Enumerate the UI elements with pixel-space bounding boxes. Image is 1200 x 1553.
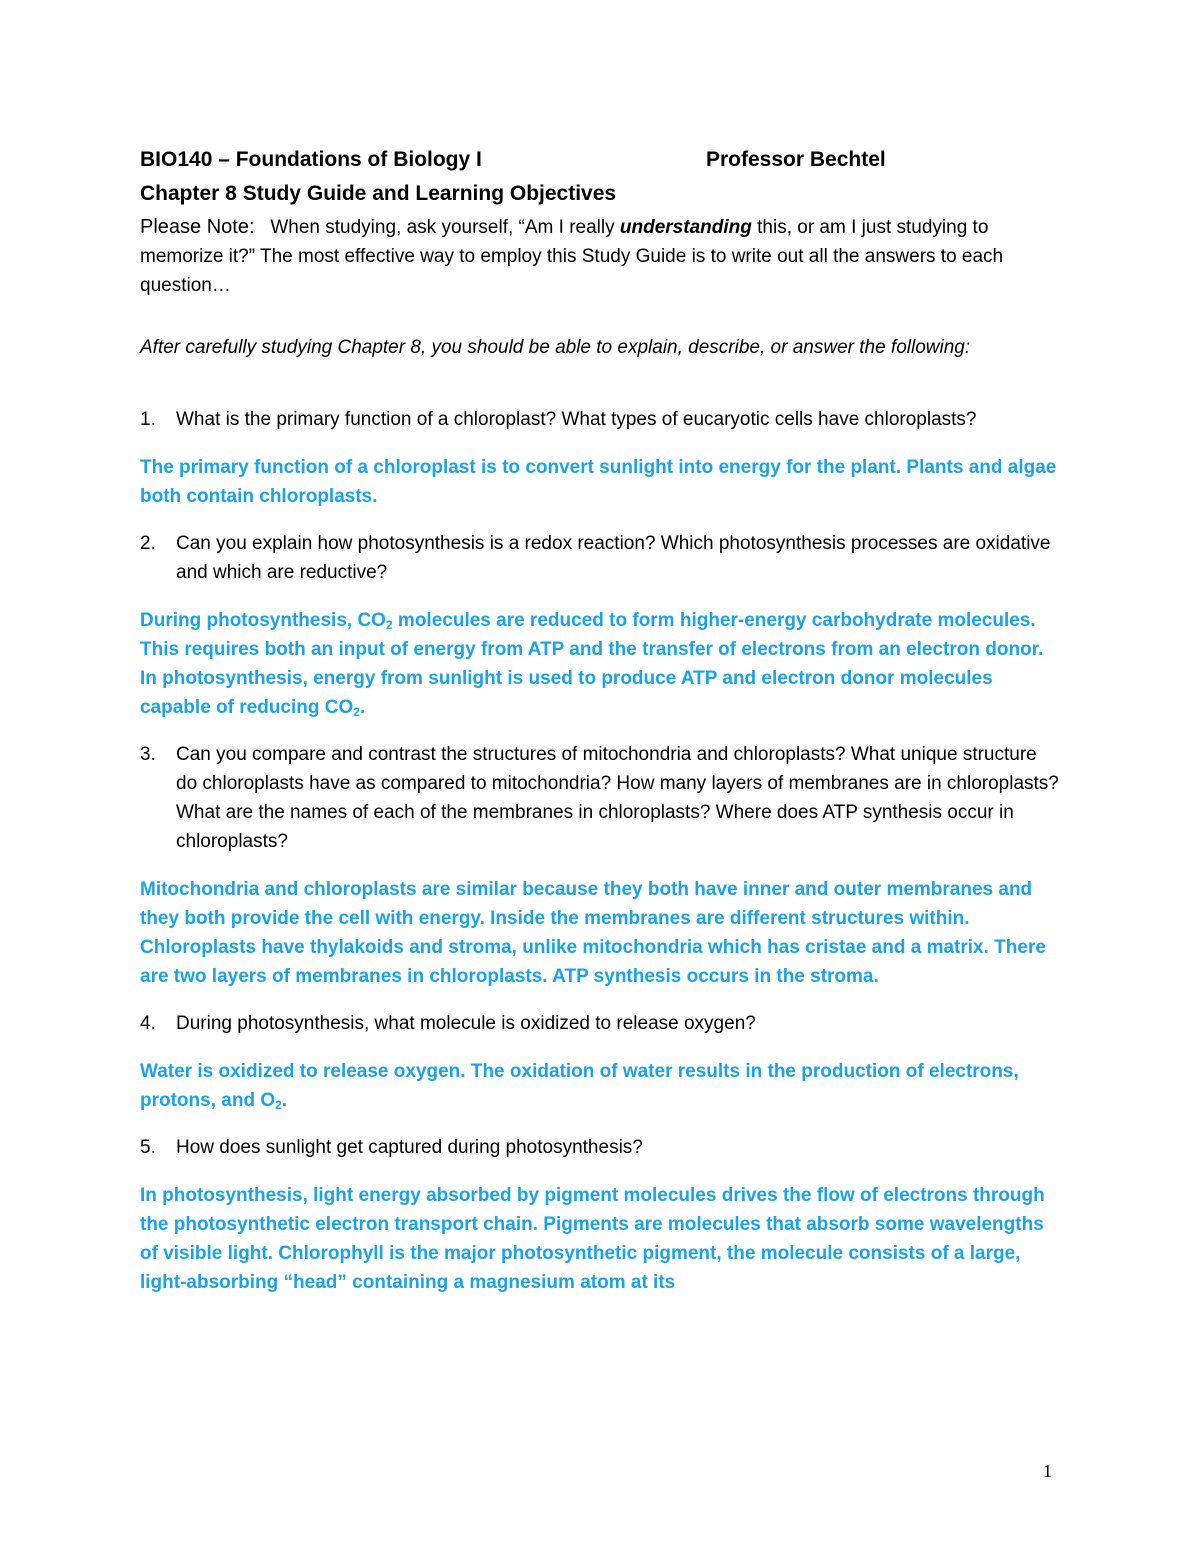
note-text-after: this, or am I just studying to memorize it?” The most effective way to employ this Study Guide is to write out all the answers to each question… [140, 217, 1004, 296]
qa-item-2 [140, 529, 1060, 722]
answer-text: Water is oxidized to release oxygen. The oxidation of water results in the production of electrons, protons, and O [140, 1061, 1019, 1111]
answer-2 [140, 606, 1060, 722]
question-text: What is the primary function of a chloroplast? What types of eucaryotic cells have chloroplasts? [176, 409, 977, 430]
question-2 [140, 529, 1060, 587]
study-note [140, 213, 1060, 300]
question-number: 2. [140, 533, 156, 554]
question-number: 3. [140, 744, 156, 765]
page-number: 1 [1043, 1461, 1052, 1481]
answer-text: During photosynthesis, CO [140, 610, 386, 631]
question-5 [140, 1133, 1060, 1162]
answer-4 [140, 1057, 1060, 1115]
question-3 [140, 740, 1060, 856]
note-label: Please Note: [140, 216, 255, 238]
question-text: Can you compare and contrast the structures of mitochondria and chloroplasts? What unique structure do chloroplasts have as compared to mitochondria? How many layers of membranes are in chloroplasts? What are the names of each of the membranes in chloroplasts? Where does ATP synthesis occur in chloroplasts? [176, 744, 1059, 852]
subscript: 2 [353, 705, 360, 719]
question-number: 1. [140, 409, 156, 430]
qa-item-5 [140, 1133, 1060, 1297]
answer-5: In photosynthesis, light energy absorbed by pigment molecules drives the flow of electrons through the photosynthetic electron transport chain. Pigments are molecules that absorb some wavelengths of visible light. Chlorophyll is the major photosynthetic pigment, the molecule consists of a large, light-absorbing “head” containing a magnesium atom at its [140, 1185, 1045, 1293]
question-text: During photosynthesis, what molecule is oxidized to release oxygen? [176, 1013, 756, 1034]
document-body [140, 143, 1060, 1297]
answer-1: The primary function of a chloroplast is to convert sunlight into energy for the plant. Plants and algae both contain chloroplasts. [140, 457, 1057, 507]
question-number: 4. [140, 1013, 156, 1034]
answer-text: molecules are reduced to form higher-energy carbohydrate molecules. This requires both an input of energy from ATP and the transfer of electrons from an electron donor. In photosynthesis, energy from sunlight is used to produce ATP and electron donor molecules capable of reducing CO [140, 610, 1044, 718]
subscript: 2 [385, 618, 393, 632]
question-4 [140, 1009, 1060, 1038]
question-text: Can you explain how photosynthesis is a redox reaction? Which photosynthesis processes are oxidative and which are reductive? [176, 533, 1051, 583]
header-line [140, 143, 1060, 177]
intro-text: After carefully studying Chapter 8, you should be able to explain, describe, or answer the following: [140, 337, 971, 358]
answer-text: . [359, 697, 366, 718]
professor-name: Professor Bechtel [706, 148, 886, 171]
qa-item-4 [140, 1009, 1060, 1115]
note-text-before: When studying, ask yourself, “Am I really [270, 217, 615, 238]
question-number: 5. [140, 1137, 156, 1158]
chapter-subtitle: Chapter 8 Study Guide and Learning Objectives [140, 182, 617, 205]
note-emphasis: understanding [619, 217, 752, 238]
subscript: 2 [275, 1098, 282, 1112]
answer-text: . [281, 1090, 288, 1111]
qa-item-1 [140, 405, 1060, 511]
question-text: How does sunlight get captured during photosynthesis? [176, 1137, 643, 1158]
course-title: BIO140 – Foundations of Biology I [140, 148, 482, 171]
question-1 [140, 405, 1060, 434]
qa-item-3 [140, 740, 1060, 991]
answer-3: Mitochondria and chloroplasts are similar because they both have inner and outer membranes and they both provide the cell with energy. Inside the membranes are different structures within. Chloroplasts have thylakoids and stroma, unlike mitochondria which has cristae and a matrix. There are two layers of membranes in chloroplasts. ATP synthesis occurs in the stroma. [140, 879, 1046, 987]
